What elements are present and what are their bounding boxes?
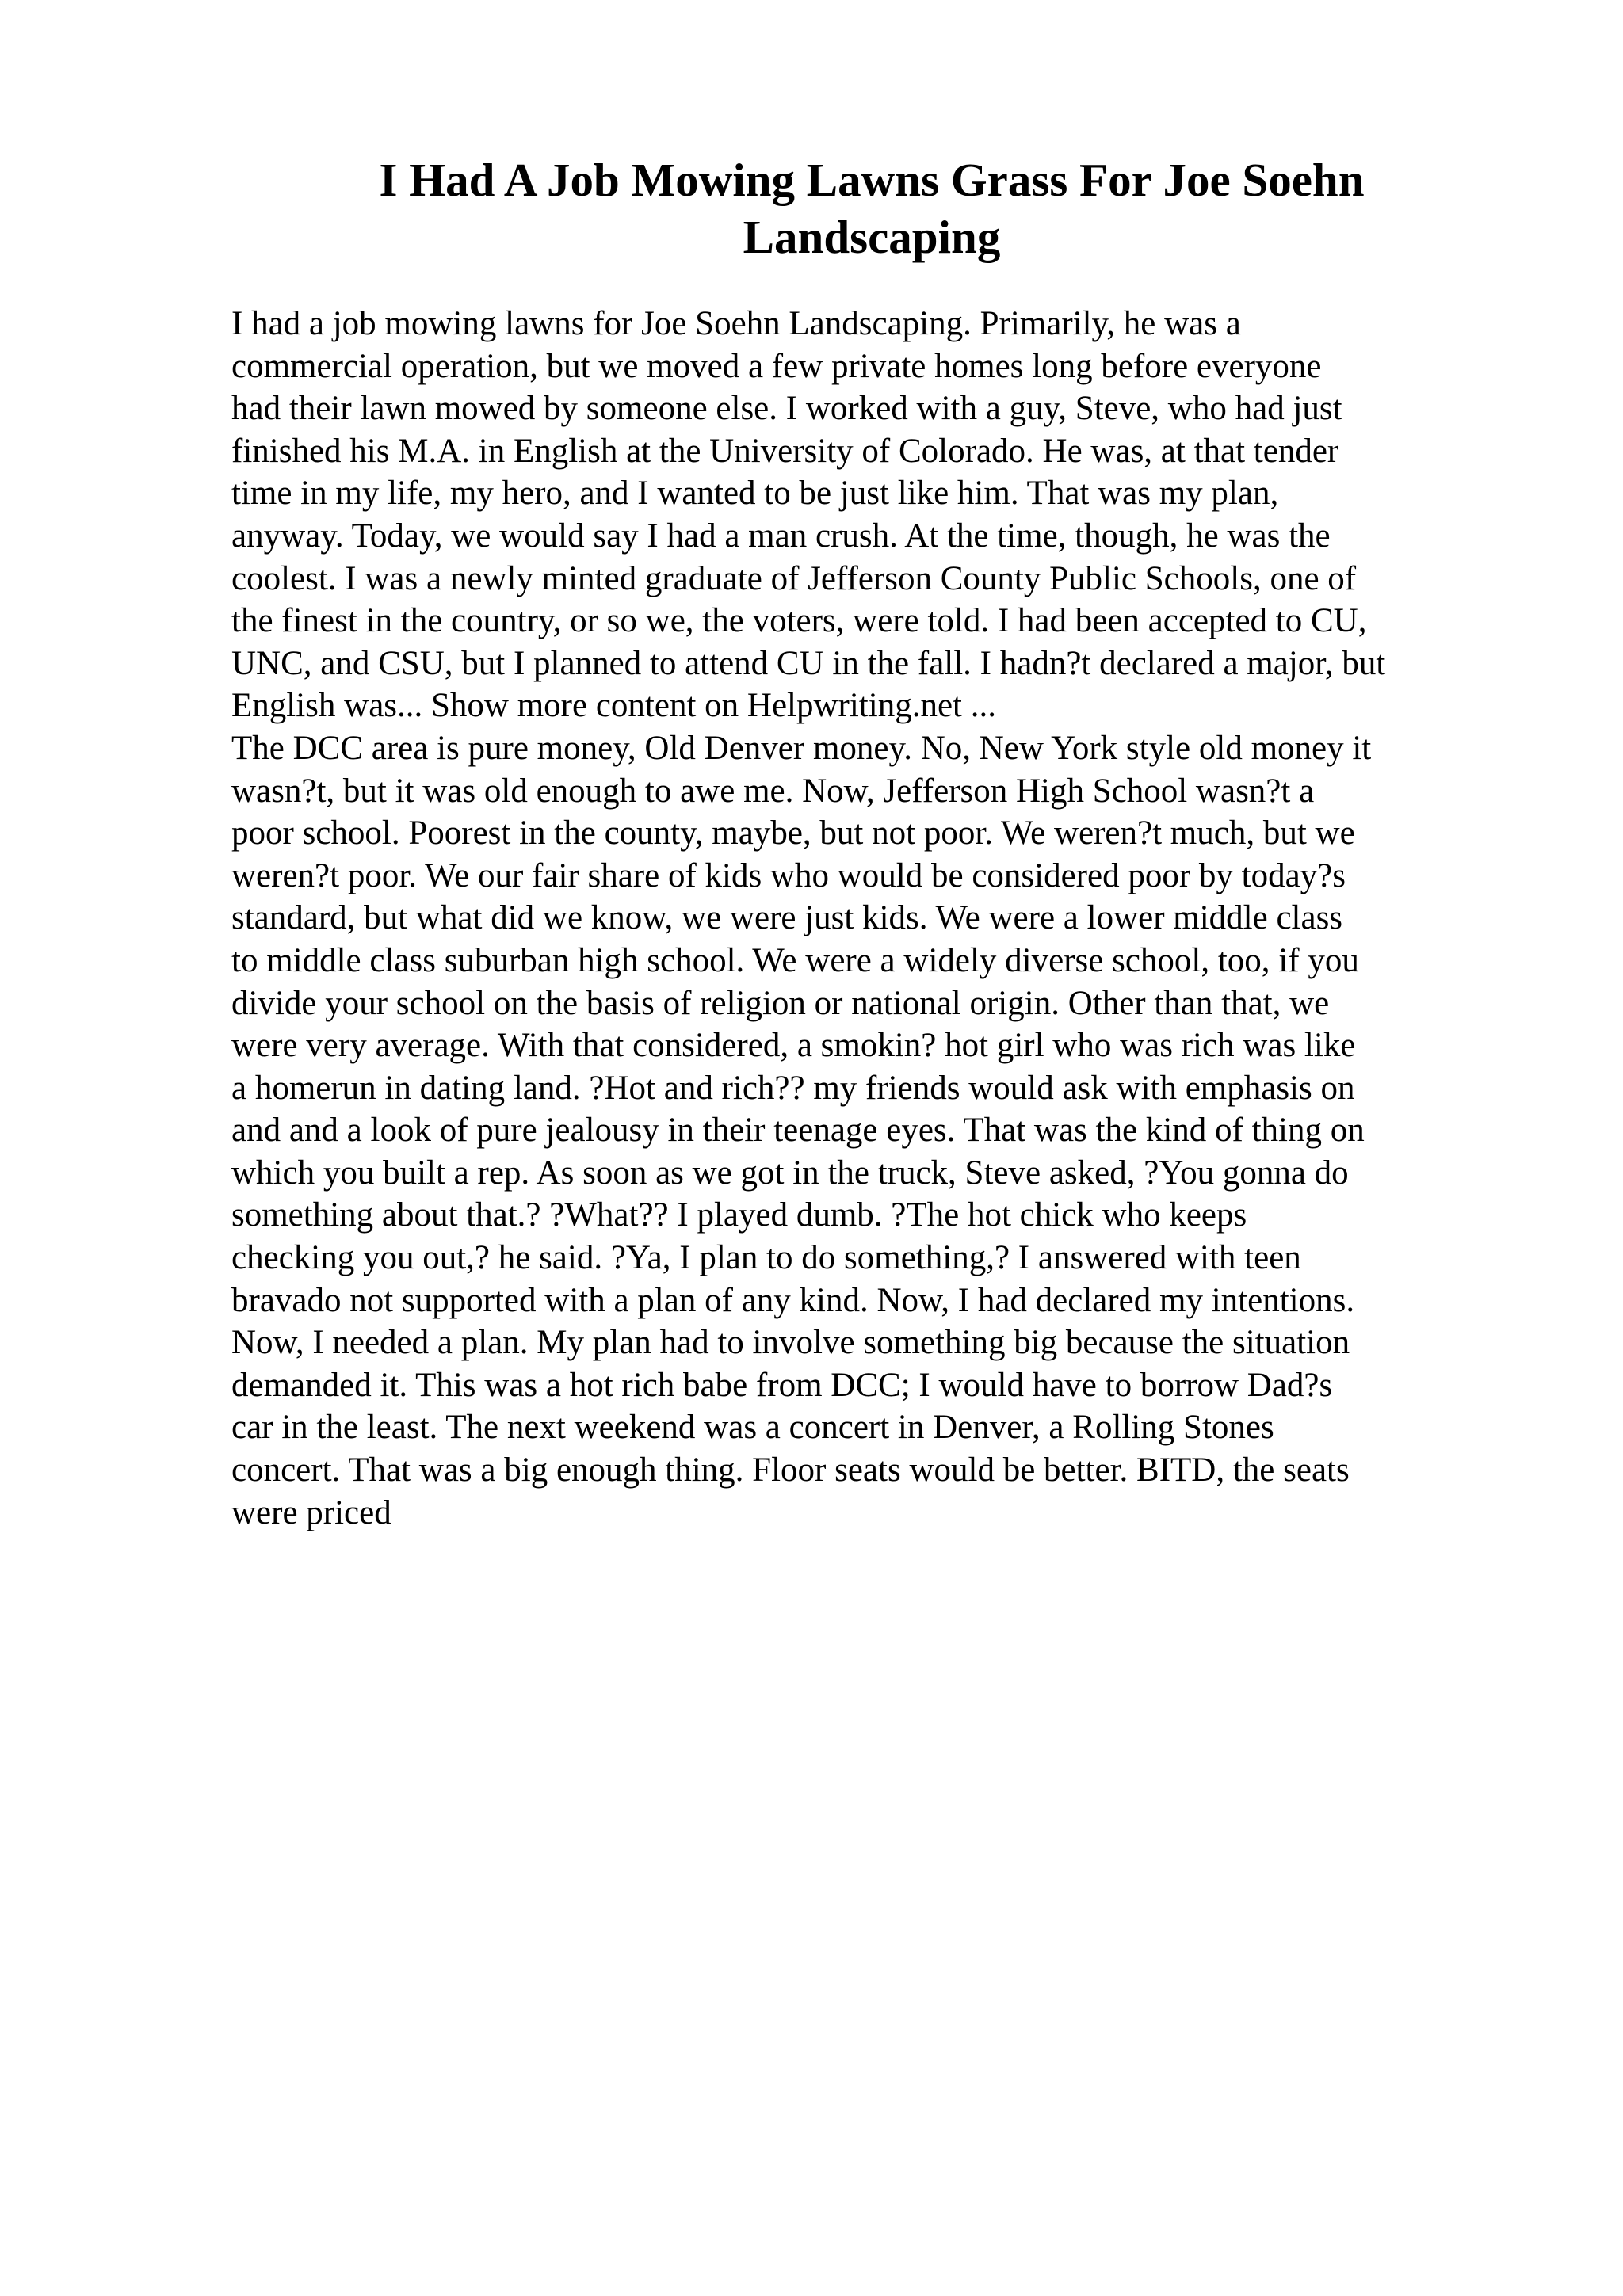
body-line: poor school. Poorest in the county, maybe, but not poor. We weren?t much, but we [231,814,1355,852]
body-line: concert. That was a big enough thing. Floor seats would be better. BITD, the seats [231,1451,1350,1489]
body-line: The DCC area is pure money, Old Denver money. No, New York style old money it [231,729,1372,767]
body-line: and and a look of pure jealousy in their teenage eyes. That was the kind of thing on [231,1112,1365,1150]
body-line: Now, I needed a plan. My plan had to involve something big because the situation [231,1324,1350,1362]
body-line: coolest. I was a newly minted graduate of Jefferson County Public Schools, one of [231,559,1357,597]
body-line: demanded it. This was a hot rich babe from DCC; I would have to borrow Dad?s [231,1366,1333,1404]
body-line: anyway. Today, we would say I had a man crush. At the time, though, he was the [231,517,1331,555]
body-line: divide your school on the basis of religion or national origin. Other than that, we [231,984,1330,1022]
body-line: standard, but what did we know, we were just kids. We were a lower middle class [231,899,1343,937]
body-line: wasn?t, but it was old enough to awe me. Now, Jefferson High School wasn?t a [231,772,1315,810]
body-line: to middle class suburban high school. We were a widely diverse school, too, if you [231,941,1359,979]
body-line: were priced [231,1493,391,1531]
body-line: were very average. With that considered, a smokin? hot girl who was rich was like [231,1027,1356,1065]
body-line: commercial operation, but we moved a few private homes long before everyone [231,347,1322,385]
body-line: something about that.? ?What?? I played dumb. ?The hot chick who keeps [231,1196,1247,1234]
body-line: UNC, and CSU, but I planned to attend CU in the fall. I hadn?t declared a major, but [231,644,1386,682]
body-line: time in my life, my hero, and I wanted to be just like him. That was my plan, [231,475,1279,513]
body-line: a homerun in dating land. ?Hot and rich?? my friends would ask with emphasis on [231,1069,1355,1107]
body-line: car in the least. The next weekend was a concert in Denver, a Rolling Stones [231,1409,1274,1447]
body-line: which you built a rep. As soon as we got in the truck, Steve asked, ?You gonna do [231,1154,1349,1192]
body-line: checking you out,? he said. ?Ya, I plan to do something,? I answered with teen [231,1239,1301,1277]
body-line: bravado not supported with a plan of any kind. Now, I had declared my intentions. [231,1281,1355,1319]
body-text [231,303,1499,1534]
body-line: finished his M.A. in English at the University of Colorado. He was, at that tender [231,432,1339,470]
page-title [301,152,1442,266]
body-line: English was... Show more content on Helpwriting.net ... [231,687,996,725]
title-line: I Had A Job Mowing Lawns Grass For Joe Soehn [379,154,1365,206]
body-line: weren?t poor. We our fair share of kids who would be considered poor by today?s [231,856,1346,894]
body-line: I had a job mowing lawns for Joe Soehn Landscaping. Primarily, he was a [231,305,1241,342]
title-line: Landscaping [743,210,1001,263]
body-line: the finest in the country, or so we, the voters, were told. I had been accepted to CU, [231,602,1367,640]
body-line: had their lawn mowed by someone else. I worked with a guy, Steve, who had just [231,390,1342,428]
